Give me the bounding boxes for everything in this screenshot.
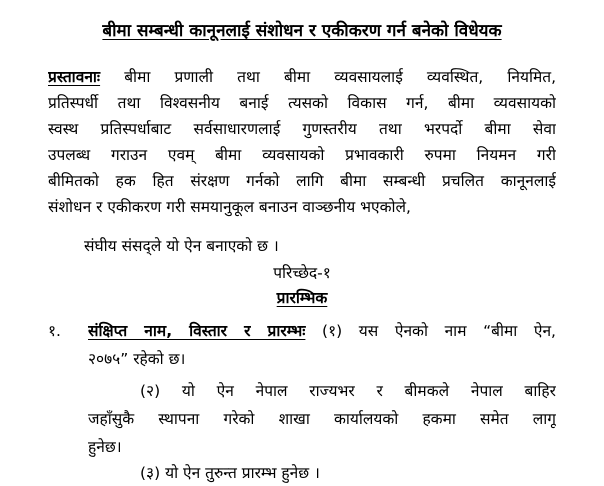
section-heading: संक्षिप्त नाम, विस्तार र प्रारम्भः <box>88 322 306 340</box>
preamble-paragraph <box>48 64 556 220</box>
section-number: १. <box>48 322 61 340</box>
section-1-line-1 <box>88 318 556 346</box>
preamble-label: प्रस्तावनाः <box>48 68 101 86</box>
chapter-title <box>0 285 604 311</box>
subsection-2-line-2: जहाँसुकै स्थापना गरेको शाखा कार्यालयको हकमा समेत लागू <box>88 410 556 428</box>
section-1-line-2: २०७५” रहेको छ। <box>88 350 186 368</box>
enactment-clause: संघीय संसद्ले यो ऐन बनाएको छ । <box>84 237 279 255</box>
subsection-2 <box>88 378 556 462</box>
document-title <box>0 18 604 44</box>
subsection-2-line-1: (२) यो ऐन नेपाल राज्यभर र बीमकले नेपाल बाहिर <box>140 382 556 400</box>
preamble-line-3: स्वस्थ प्रतिस्पर्धाबाट सर्वसाधारणलाई गुणस्तरीय तथा भरपर्दो बीमा सेवा <box>48 120 556 138</box>
preamble-line-4: उपलब्ध गराउन एवम् बीमा व्यवसायको प्रभावकारी रुपमा नियमन गरी <box>48 146 556 164</box>
preamble-line-6: संशोधन र एकीकरण गरी समयानुकूल बनाउन वाञ्छनीय भएकोले, <box>48 198 411 216</box>
preamble-line-2: प्रतिस्पर्धी तथा विश्वसनीय बनाई त्यसको विकास गर्न, बीमा व्यवसायको <box>48 94 556 112</box>
chapter-number: परिच्छेद-१ <box>273 264 331 282</box>
document-title-text: बीमा सम्बन्धी कानूनलाई संशोधन र एकीकरण गर्न बनेको विधेयक <box>102 21 502 41</box>
preamble-line-5: बीमितको हक हित संरक्षण गर्नको लागि बीमा सम्बन्धी प्रचलित कानूनलाई <box>48 172 556 190</box>
chapter-title-text: प्रारम्भिक <box>276 289 328 307</box>
section-1-line-1-text: (१) यस ऐनको नाम “बीमा ऐन, <box>322 322 556 340</box>
subsection-2-line-3: हुनेछ। <box>88 438 122 456</box>
section-1-body <box>88 318 556 374</box>
preamble-line <box>48 64 556 90</box>
subsection-3: (३) यो ऐन तुरुन्त प्रारम्भ हुनेछ । <box>140 464 320 482</box>
preamble-line-1: बीमा प्रणाली तथा बीमा व्यवसायलाई व्यवस्थित, नियमित, <box>124 68 556 86</box>
